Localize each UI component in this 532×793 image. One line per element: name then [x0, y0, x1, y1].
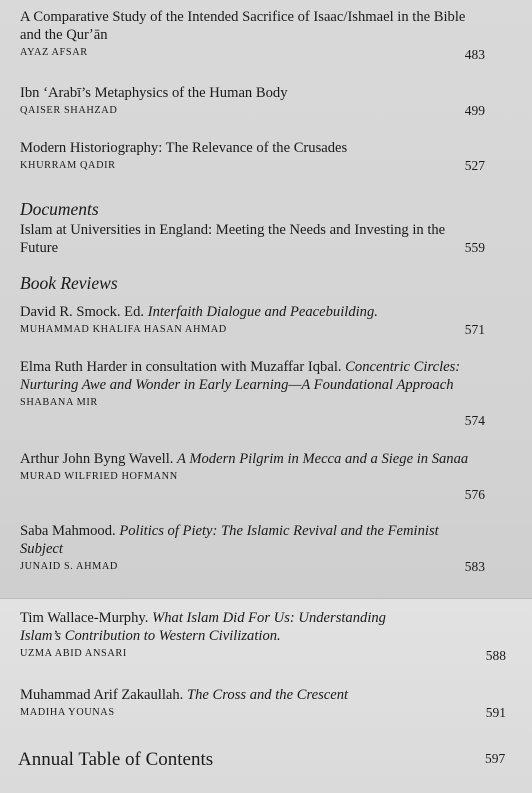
review-citation	[20, 609, 420, 645]
entry-page-number: 527	[464, 158, 485, 173]
review-entry	[20, 450, 485, 502]
review-entry	[20, 522, 485, 574]
review-citation	[20, 303, 485, 321]
review-citation	[20, 450, 485, 468]
review-book-title: Interfaith Dialogue and Peacebuilding.	[147, 304, 378, 320]
annual-toc-label: Annual Table of Contents	[18, 749, 214, 770]
section-heading-book-reviews: Book Reviews	[20, 273, 118, 293]
entry-author: KHURRAM QADIR	[20, 160, 116, 171]
toc-entry	[20, 139, 485, 173]
entry-page-number: 483	[464, 47, 485, 62]
review-citation	[20, 686, 506, 704]
entry-page-number: 499	[464, 103, 485, 118]
entry-title: Islam at Universities in England: Meeting the Needs and Investing in the Future	[20, 222, 446, 256]
toc-entry	[20, 221, 485, 255]
review-author: MADIHA YOUNAS	[20, 707, 115, 718]
review-book-title: The Cross and the Crescent	[186, 687, 349, 703]
review-page-number: 591	[485, 705, 506, 720]
review-author: UZMA ABID ANSARI	[20, 648, 127, 659]
review-citation	[20, 522, 485, 558]
review-entry	[20, 686, 506, 720]
entry-title: Modern Historiography: The Relevance of the Crusades	[20, 140, 348, 156]
entry-author: QAISER SHAHZAD	[20, 105, 118, 116]
review-lead: Arthur John Byng Wavell.	[20, 451, 178, 467]
review-page-number: 576	[464, 487, 485, 502]
review-author: SHABANA MIR	[20, 397, 98, 408]
review-page-number: 574	[464, 413, 485, 428]
entry-author: AYAZ AFSAR	[20, 47, 88, 58]
entry-page-number: 559	[464, 240, 485, 255]
review-lead: Tim Wallace-Murphy.	[20, 610, 153, 626]
toc-entry	[20, 84, 485, 118]
review-citation	[20, 358, 485, 394]
review-lead: Saba Mahmood.	[20, 523, 120, 539]
review-book-title: What Islam Did For Us: Understanding Islam’s Contribution to Western Civilization.	[20, 610, 386, 644]
entry-title: A Comparative Study of the Intended Sacrifice of Isaac/Ishmael in the Bible and the Qurʼān	[20, 9, 466, 43]
review-author: JUNAID S. AHMAD	[20, 561, 118, 572]
review-page-number: 571	[464, 322, 485, 337]
review-author: MUHAMMAD KHALIFA HASAN AHMAD	[20, 324, 227, 335]
review-entry	[20, 609, 506, 663]
review-lead: Muhammad Arif Zakaullah.	[20, 687, 187, 703]
toc-entry	[20, 8, 485, 62]
review-entry	[20, 358, 485, 428]
annual-toc-page-number: 597	[485, 751, 506, 766]
review-book-title: Politics of Piety: The Islamic Revival and the Feminist Subject	[20, 523, 439, 557]
review-page-number: 588	[485, 648, 506, 663]
review-book-title: Concentric Circles: Nurturing Awe and Wonder in Early Learning—A Foundational Approach	[20, 359, 461, 393]
review-entry	[20, 303, 485, 337]
review-page-number: 583	[464, 559, 485, 574]
review-book-title: A Modern Pilgrim in Mecca and a Siege in Sanaa	[177, 451, 469, 467]
section-heading-documents: Documents	[20, 199, 99, 219]
review-author: MURAD WILFRIED HOFMANN	[20, 471, 178, 482]
review-lead: Elma Ruth Harder in consultation with Muzaffar Iqbal.	[20, 359, 346, 375]
review-lead: David R. Smock. Ed.	[20, 304, 148, 320]
entry-title: Ibn ʻArabī’s Metaphysics of the Human Body	[20, 85, 288, 101]
